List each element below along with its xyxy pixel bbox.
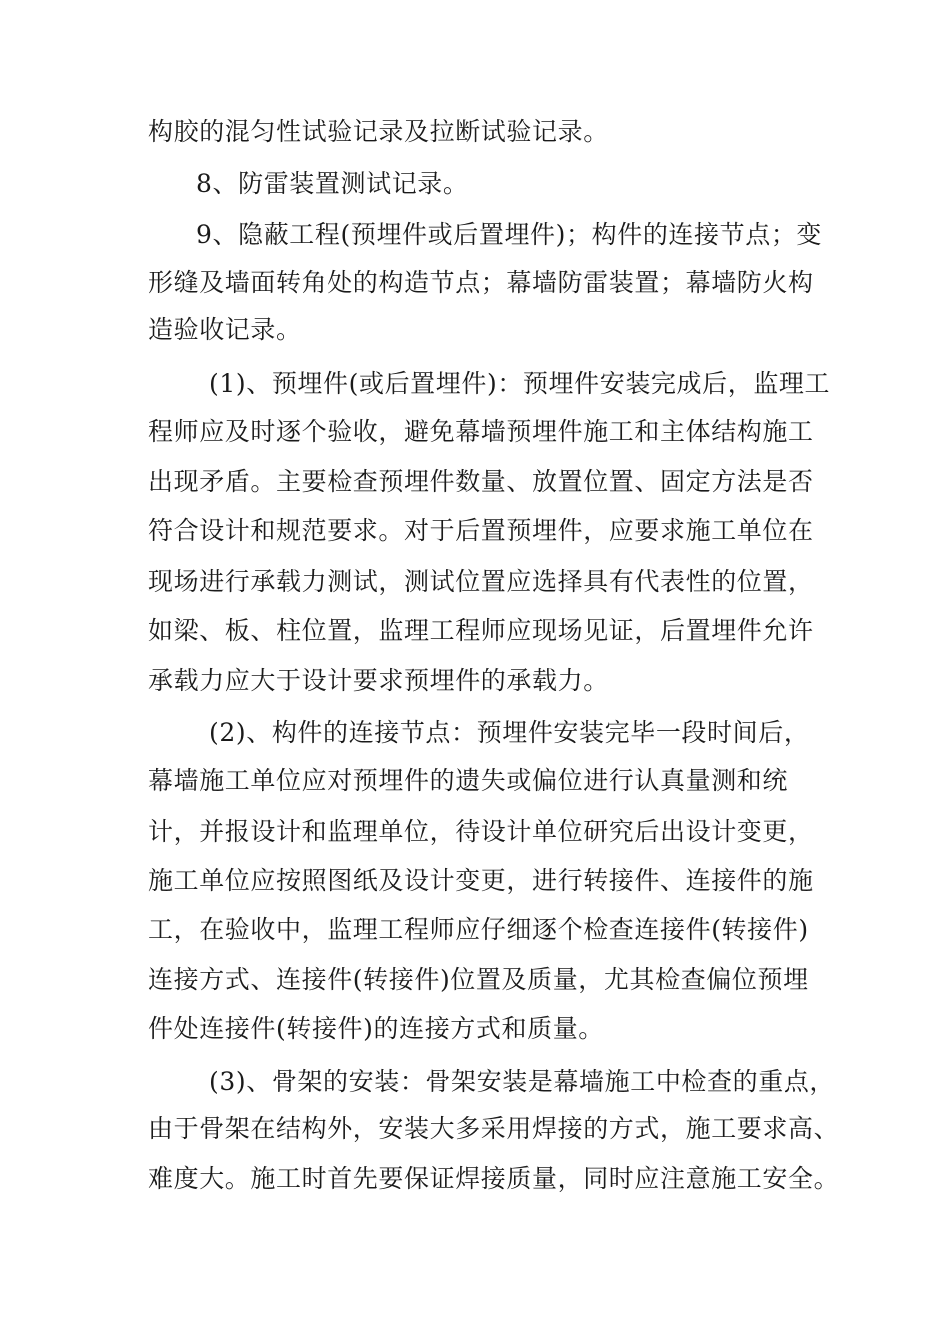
text-line: 造验收记录。 (148, 315, 302, 344)
text-line: 承载力应大于设计要求预埋件的承载力。 (148, 666, 609, 695)
text-line: (1)、预埋件(或后置埋件)：预埋件安装完成后，监理工 (209, 369, 831, 398)
text-line: 如梁、板、柱位置，监理工程师应现场见证，后置埋件允许 (148, 616, 814, 645)
text-line: 现场进行承载力测试，测试位置应选择具有代表性的位置， (148, 567, 814, 596)
text-line: 工，在验收中，监理工程师应仔细逐个检查连接件(转接件) (148, 915, 809, 944)
text-line: 构胶的混匀性试验记录及拉断试验记录。 (148, 117, 609, 146)
text-line: 由于骨架在结构外，安装大多采用焊接的方式，施工要求高、 (148, 1114, 840, 1143)
text-line: 程师应及时逐个验收，避免幕墙预埋件施工和主体结构施工 (148, 417, 814, 446)
text-line: 幕墙施工单位应对预埋件的遗失或偏位进行认真量测和统 (148, 766, 789, 795)
text-line: 连接方式、连接件(转接件)位置及质量，尤其检查偏位预埋 (148, 965, 809, 994)
text-line: 件处连接件(转接件)的连接方式和质量。 (148, 1014, 604, 1043)
text-line: 符合设计和规范要求。对于后置预埋件，应要求施工单位在 (148, 516, 814, 545)
text-line: 形缝及墙面转角处的构造节点；幕墙防雷装置；幕墙防火构 (148, 268, 814, 297)
text-line: (3)、骨架的安装：骨架安装是幕墙施工中检查的重点， (209, 1067, 836, 1096)
text-line: 计，并报设计和监理单位，待设计单位研究后出设计变更， (148, 817, 814, 846)
text-line: 难度大。施工时首先要保证焊接质量，同时应注意施工安全。 (148, 1164, 840, 1193)
text-line: 9、隐蔽工程(预埋件或后置埋件)；构件的连接节点；变 (196, 220, 823, 249)
text-line: 出现矛盾。主要检查预埋件数量、放置位置、固定方法是否 (148, 467, 814, 496)
text-line: 施工单位应按照图纸及设计变更，进行转接件、连接件的施 (148, 866, 814, 895)
text-line: (2)、构件的连接节点：预埋件安装完毕一段时间后， (209, 718, 810, 747)
text-line: 8、防雷装置测试记录。 (196, 169, 469, 198)
